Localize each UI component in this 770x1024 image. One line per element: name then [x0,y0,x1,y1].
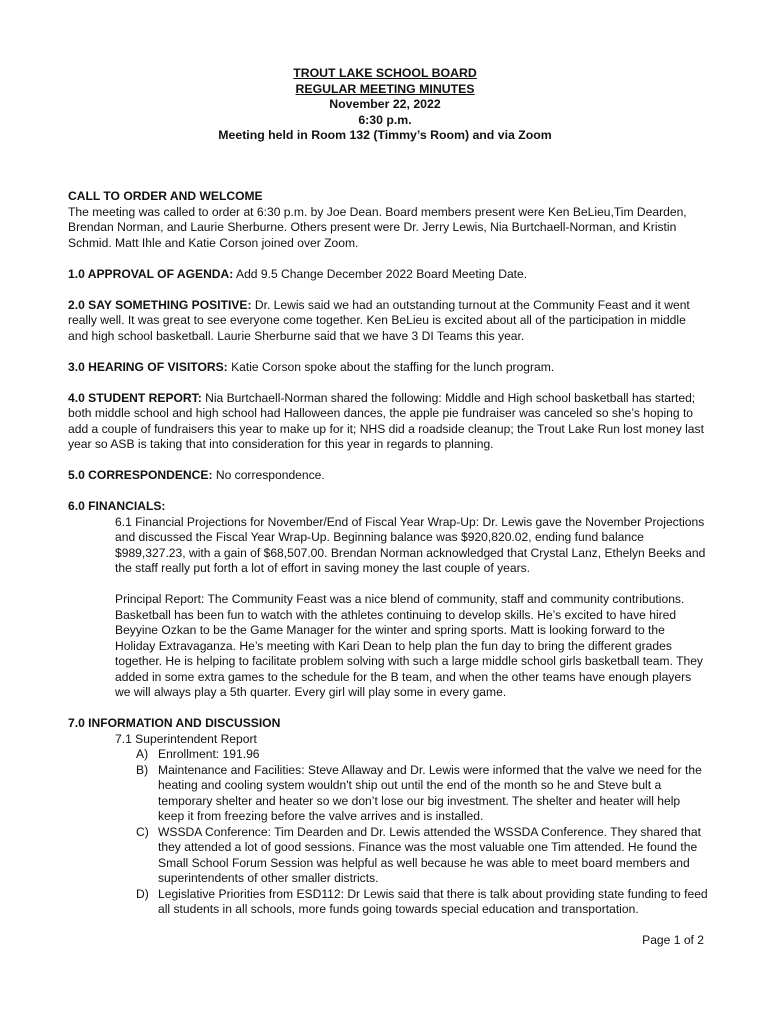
list-item-text: WSSDA Conference: Tim Dearden and Dr. Lewis attended the WSSDA Conference. They shared that they attended a lot of good sessions. Finance was the most valuable one Tim attended. He found the Small School Forum Session was helpful as well because he was able to meet board members and superintendents of other smaller districts. [158,824,701,885]
positive-heading: 2.0 SAY SOMETHING POSITIVE: [68,297,252,312]
agenda-section [68,267,708,283]
call-to-order-heading: CALL TO ORDER AND WELCOME [68,189,263,203]
list-item [68,747,708,763]
correspondence-heading: 5.0 CORRESPONDENCE: [68,468,213,482]
list-item [68,887,708,918]
meeting-date: November 22, 2022 [329,97,441,111]
list-item [68,825,708,887]
list-item [68,763,708,825]
meeting-location: Meeting held in Room 132 (Timmy’s Room) and via Zoom [218,128,552,142]
document-body [68,189,708,918]
list-marker: B) [136,762,149,777]
student-section [68,391,708,453]
positive-text: Dr. Lewis said we had an outstanding turnout at the Community Feast and it went really well. It was great to see everyone come together. Ken BeLieu is excited about all of the participation in middle and high school basketball. Laurie Sherburne said that we have 3 DI Teams this year. [68,297,690,343]
list-item-text: Legislative Priorities from ESD112: Dr Lewis said that there is talk about providing state funding to feed all students in all schools, more funds going towards special education and transportation. [158,886,708,916]
visitors-section [68,360,708,376]
list-marker: A) [136,747,149,761]
student-heading: 4.0 STUDENT REPORT: [68,390,202,405]
superintendent-report-heading: 7.1 Superintendent Report [115,731,257,746]
document-header [0,66,770,144]
visitors-heading: 3.0 HEARING OF VISITORS: [68,359,228,374]
correspondence-text: No correspondence. [212,468,325,482]
student-text: Nia Burtchaell-Norman shared the following: Middle and High school basketball has started; both middle school and high school had Halloween dances, the apple pie fundraiser was canceled so she’s hoping to add a couple of fundraisers this year to make up for it; NHS did a roadside cleanup; the Trout Lake Run lost money last year so ASB is taking that into consideration for this year in regards to planning. [68,390,704,451]
list-item-text: Enrollment: 191.96 [158,747,260,761]
agenda-text: Add 9.5 Change December 2022 Board Meeting Date. [233,266,528,281]
list-marker: C) [136,824,149,839]
page-number: Page 1 of 2 [642,933,704,947]
list-marker: D) [136,886,149,901]
principal-report-text: Principal Report: The Community Feast was a nice blend of community, staff and community contributions. Basketball has been fun to watch with the athletes continuing to develop skills. He’s excited to have hired Beyyine Ozkan to be the Game Manager for the winter and spring sports. Matt is looking forward to the Holiday Extravaganza. He’s meeting with Kari Dean to help plan the fun day to bring the different grades together. He is helping to facilitate problem solving with such a large middle school girls basketball team. They added in some extra games to the schedule for the B team, and when the other teams have enough players we will always play a 5th quarter. Every girl will play some in every game. [115,592,703,699]
financials-heading: 6.0 FINANCIALS: [68,499,166,513]
meeting-time: 6:30 p.m. [358,112,412,127]
board-name: TROUT LAKE SCHOOL BOARD [293,66,477,80]
minutes-title: REGULAR MEETING MINUTES [295,81,475,96]
call-to-order-text: The meeting was called to order at 6:30 p.m. by Joe Dean. Board members present were Ken BeLieu,Tim Dearden, Brendan Norman, and Laurie Sherburne. Others present were Dr. Jerry Lewis, Nia Burtchaell-Norman, and Kristin Schmid. Matt Ihle and Katie Corson joined over Zoom. [68,204,687,250]
information-heading: 7.0 INFORMATION AND DISCUSSION [68,716,281,730]
financial-projections-text: 6.1 Financial Projections for November/End of Fiscal Year Wrap-Up: Dr. Lewis gave the November Projections and discussed the Fiscal Year Wrap-Up. Beginning balance was $920,820.02, ending fund balance $989,327.23, with a gain of $68,507.00. Brendan Norman acknowledged that Crystal Lanz, Ethelyn Beeks and the staff really put forth a lot of effort in saving money the last couple of years. [115,514,706,575]
positive-section [68,298,708,345]
list-item-text: Maintenance and Facilities: Steve Allaway and Dr. Lewis were informed that the valve we need for the heating and cooling system wouldn't ship out until the end of the month so he and Steve bult a temporary shelter and heater so we don’t lose our big investment. The shelter and heater will help keep it from freezing before the valve arrives and is installed. [158,762,702,823]
correspondence-section [68,468,708,484]
agenda-heading: 1.0 APPROVAL OF AGENDA: [68,266,234,281]
visitors-text: Katie Corson spoke about the staffing for the lunch program. [227,359,555,374]
